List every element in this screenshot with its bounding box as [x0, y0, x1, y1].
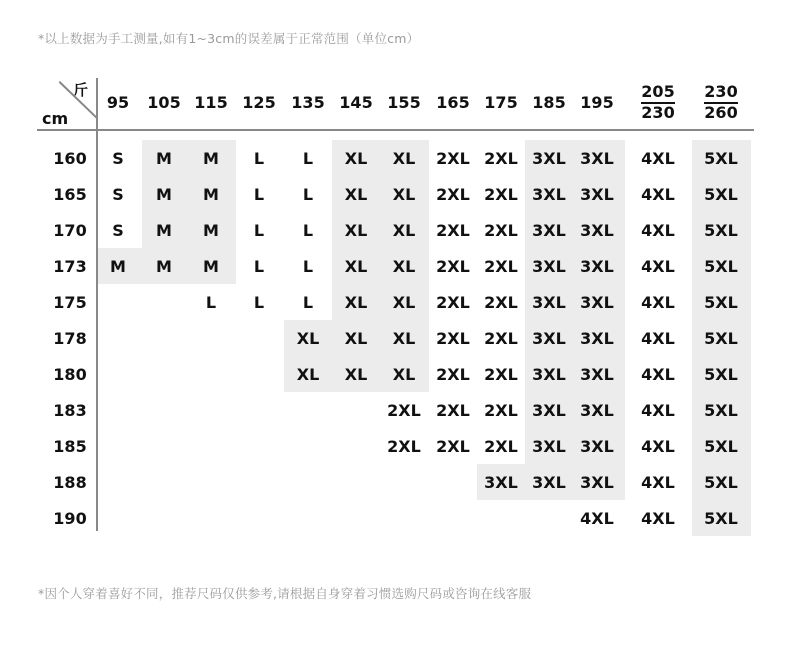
size-cell: 5XL — [704, 148, 738, 168]
height-row-label: 175 — [53, 292, 87, 312]
height-row-label: 183 — [53, 400, 87, 420]
size-cell: 4XL — [641, 472, 675, 492]
size-cell: XL — [344, 256, 368, 276]
weight-column-header: 105 — [147, 92, 181, 112]
size-cell: 3XL — [580, 364, 614, 384]
size-cell: 2XL — [484, 220, 518, 240]
height-row-label: 165 — [53, 184, 87, 204]
size-cell: M — [203, 184, 219, 204]
size-cell: M — [203, 220, 219, 240]
size-cell: L — [302, 184, 314, 204]
size-cell: XL — [392, 364, 416, 384]
size-cell: 4XL — [641, 148, 675, 168]
size-cell: 5XL — [704, 220, 738, 240]
size-cell: 3XL — [580, 220, 614, 240]
size-cell: 2XL — [484, 400, 518, 420]
size-cell: XL — [392, 256, 416, 276]
size-cell: 5XL — [704, 472, 738, 492]
size-cell: 3XL — [532, 292, 566, 312]
height-row-label: 170 — [53, 220, 87, 240]
size-cell: XL — [392, 220, 416, 240]
size-cell: 4XL — [641, 436, 675, 456]
size-cell: L — [302, 292, 314, 312]
size-cell: 5XL — [704, 328, 738, 348]
weight-range-top: 230 — [704, 82, 738, 101]
size-cell: 5XL — [704, 256, 738, 276]
size-cell: 3XL — [532, 364, 566, 384]
size-cell: 2XL — [387, 436, 421, 456]
size-cell: 4XL — [641, 328, 675, 348]
size-cell: 4XL — [580, 508, 614, 528]
size-cell: 2XL — [484, 148, 518, 168]
size-cell: 2XL — [387, 400, 421, 420]
size-cell: M — [110, 256, 126, 276]
size-cell: 3XL — [580, 400, 614, 420]
weight-range-top: 205 — [641, 82, 675, 101]
size-cell: XL — [344, 364, 368, 384]
size-cell: XL — [344, 328, 368, 348]
size-cell: XL — [344, 184, 368, 204]
size-cell: S — [112, 184, 124, 204]
size-cell: 5XL — [704, 400, 738, 420]
size-cell: 2XL — [484, 436, 518, 456]
size-cell: L — [253, 292, 265, 312]
size-cell: 3XL — [532, 220, 566, 240]
size-cell: 2XL — [436, 148, 470, 168]
size-cell: 2XL — [436, 328, 470, 348]
height-unit-label: cm — [42, 109, 69, 128]
size-cell: 3XL — [532, 328, 566, 348]
size-cell: 2XL — [484, 256, 518, 276]
weight-column-header: 135 — [291, 92, 325, 112]
size-cell: 3XL — [532, 256, 566, 276]
size-cell: 5XL — [704, 364, 738, 384]
size-cell: XL — [344, 220, 368, 240]
size-cell: XL — [296, 364, 320, 384]
weight-unit-label: 斤 — [73, 81, 89, 99]
size-cell: 2XL — [484, 364, 518, 384]
size-cell: L — [302, 220, 314, 240]
size-cell: XL — [392, 328, 416, 348]
size-cell: 3XL — [580, 436, 614, 456]
height-row-label: 178 — [53, 328, 87, 348]
size-cell: 5XL — [704, 184, 738, 204]
size-cell: 5XL — [704, 292, 738, 312]
size-cell: 3XL — [580, 328, 614, 348]
weight-column-header: 155 — [387, 92, 421, 112]
size-cell: L — [205, 292, 217, 312]
weight-column-header: 175 — [484, 92, 518, 112]
size-cell: 2XL — [484, 292, 518, 312]
size-cell: 3XL — [580, 184, 614, 204]
height-row-label: 160 — [53, 148, 87, 168]
size-cell: 2XL — [436, 436, 470, 456]
size-cell: L — [302, 256, 314, 276]
size-cell: M — [203, 148, 219, 168]
size-cell: XL — [392, 148, 416, 168]
size-cell: L — [253, 256, 265, 276]
size-cell: 3XL — [580, 292, 614, 312]
size-cell: 3XL — [532, 148, 566, 168]
size-cell: 2XL — [436, 256, 470, 276]
weight-column-header: 145 — [339, 92, 373, 112]
size-cell: 2XL — [436, 184, 470, 204]
size-cell: 2XL — [436, 400, 470, 420]
size-cell: L — [253, 184, 265, 204]
size-cell: 4XL — [641, 400, 675, 420]
size-cell: 4XL — [641, 508, 675, 528]
measurement-note: *以上数据为手工测量,如有1~3cm的误差属于正常范围（单位cm） — [38, 31, 420, 46]
size-cell: M — [203, 256, 219, 276]
size-cell: XL — [392, 184, 416, 204]
size-cell: 3XL — [580, 148, 614, 168]
size-cell: M — [156, 256, 172, 276]
height-row-label: 173 — [53, 256, 87, 276]
size-cell: 3XL — [532, 436, 566, 456]
weight-column-header: 195 — [580, 92, 614, 112]
size-cell: 4XL — [641, 184, 675, 204]
size-cell: L — [253, 148, 265, 168]
height-row-label: 185 — [53, 436, 87, 456]
weight-range-bottom: 260 — [704, 103, 738, 122]
weight-range-header — [634, 80, 682, 124]
size-cell: 3XL — [580, 256, 614, 276]
size-cell: L — [253, 220, 265, 240]
weight-range-header — [697, 80, 745, 124]
size-cell: XL — [344, 292, 368, 312]
size-cell: 2XL — [436, 220, 470, 240]
weight-column-header: 125 — [242, 92, 276, 112]
size-cell: 5XL — [704, 436, 738, 456]
size-cell: 3XL — [532, 400, 566, 420]
size-cell: L — [302, 148, 314, 168]
size-cell: 4XL — [641, 220, 675, 240]
size-cell: S — [112, 148, 124, 168]
size-cell: 3XL — [532, 472, 566, 492]
size-cell: 2XL — [484, 184, 518, 204]
size-cell: 3XL — [580, 472, 614, 492]
size-cell: 3XL — [484, 472, 518, 492]
weight-column-header: 185 — [532, 92, 566, 112]
size-cell: M — [156, 220, 172, 240]
height-row-label: 188 — [53, 472, 87, 492]
size-cell: M — [156, 184, 172, 204]
size-cell: 5XL — [704, 508, 738, 528]
size-cell: 2XL — [436, 364, 470, 384]
size-cell: 4XL — [641, 292, 675, 312]
header-rule — [37, 129, 754, 131]
height-row-label: 180 — [53, 364, 87, 384]
size-cell: 2XL — [436, 292, 470, 312]
size-cell: M — [156, 148, 172, 168]
height-row-label: 190 — [53, 508, 87, 528]
size-cell: 2XL — [484, 328, 518, 348]
size-cell: XL — [392, 292, 416, 312]
size-cell: 4XL — [641, 364, 675, 384]
weight-range-bottom: 230 — [641, 103, 675, 122]
size-cell: 3XL — [532, 184, 566, 204]
size-cell: XL — [344, 148, 368, 168]
size-cell: 4XL — [641, 256, 675, 276]
size-cell: XL — [296, 328, 320, 348]
weight-column-header: 115 — [194, 92, 228, 112]
weight-column-header: 95 — [106, 92, 130, 112]
weight-column-header: 165 — [436, 92, 470, 112]
recommendation-note: *因个人穿着喜好不同，推荐尺码仅供参考,请根据自身穿着习惯选购尺码或咨询在线客服 — [38, 586, 532, 601]
size-cell: S — [112, 220, 124, 240]
